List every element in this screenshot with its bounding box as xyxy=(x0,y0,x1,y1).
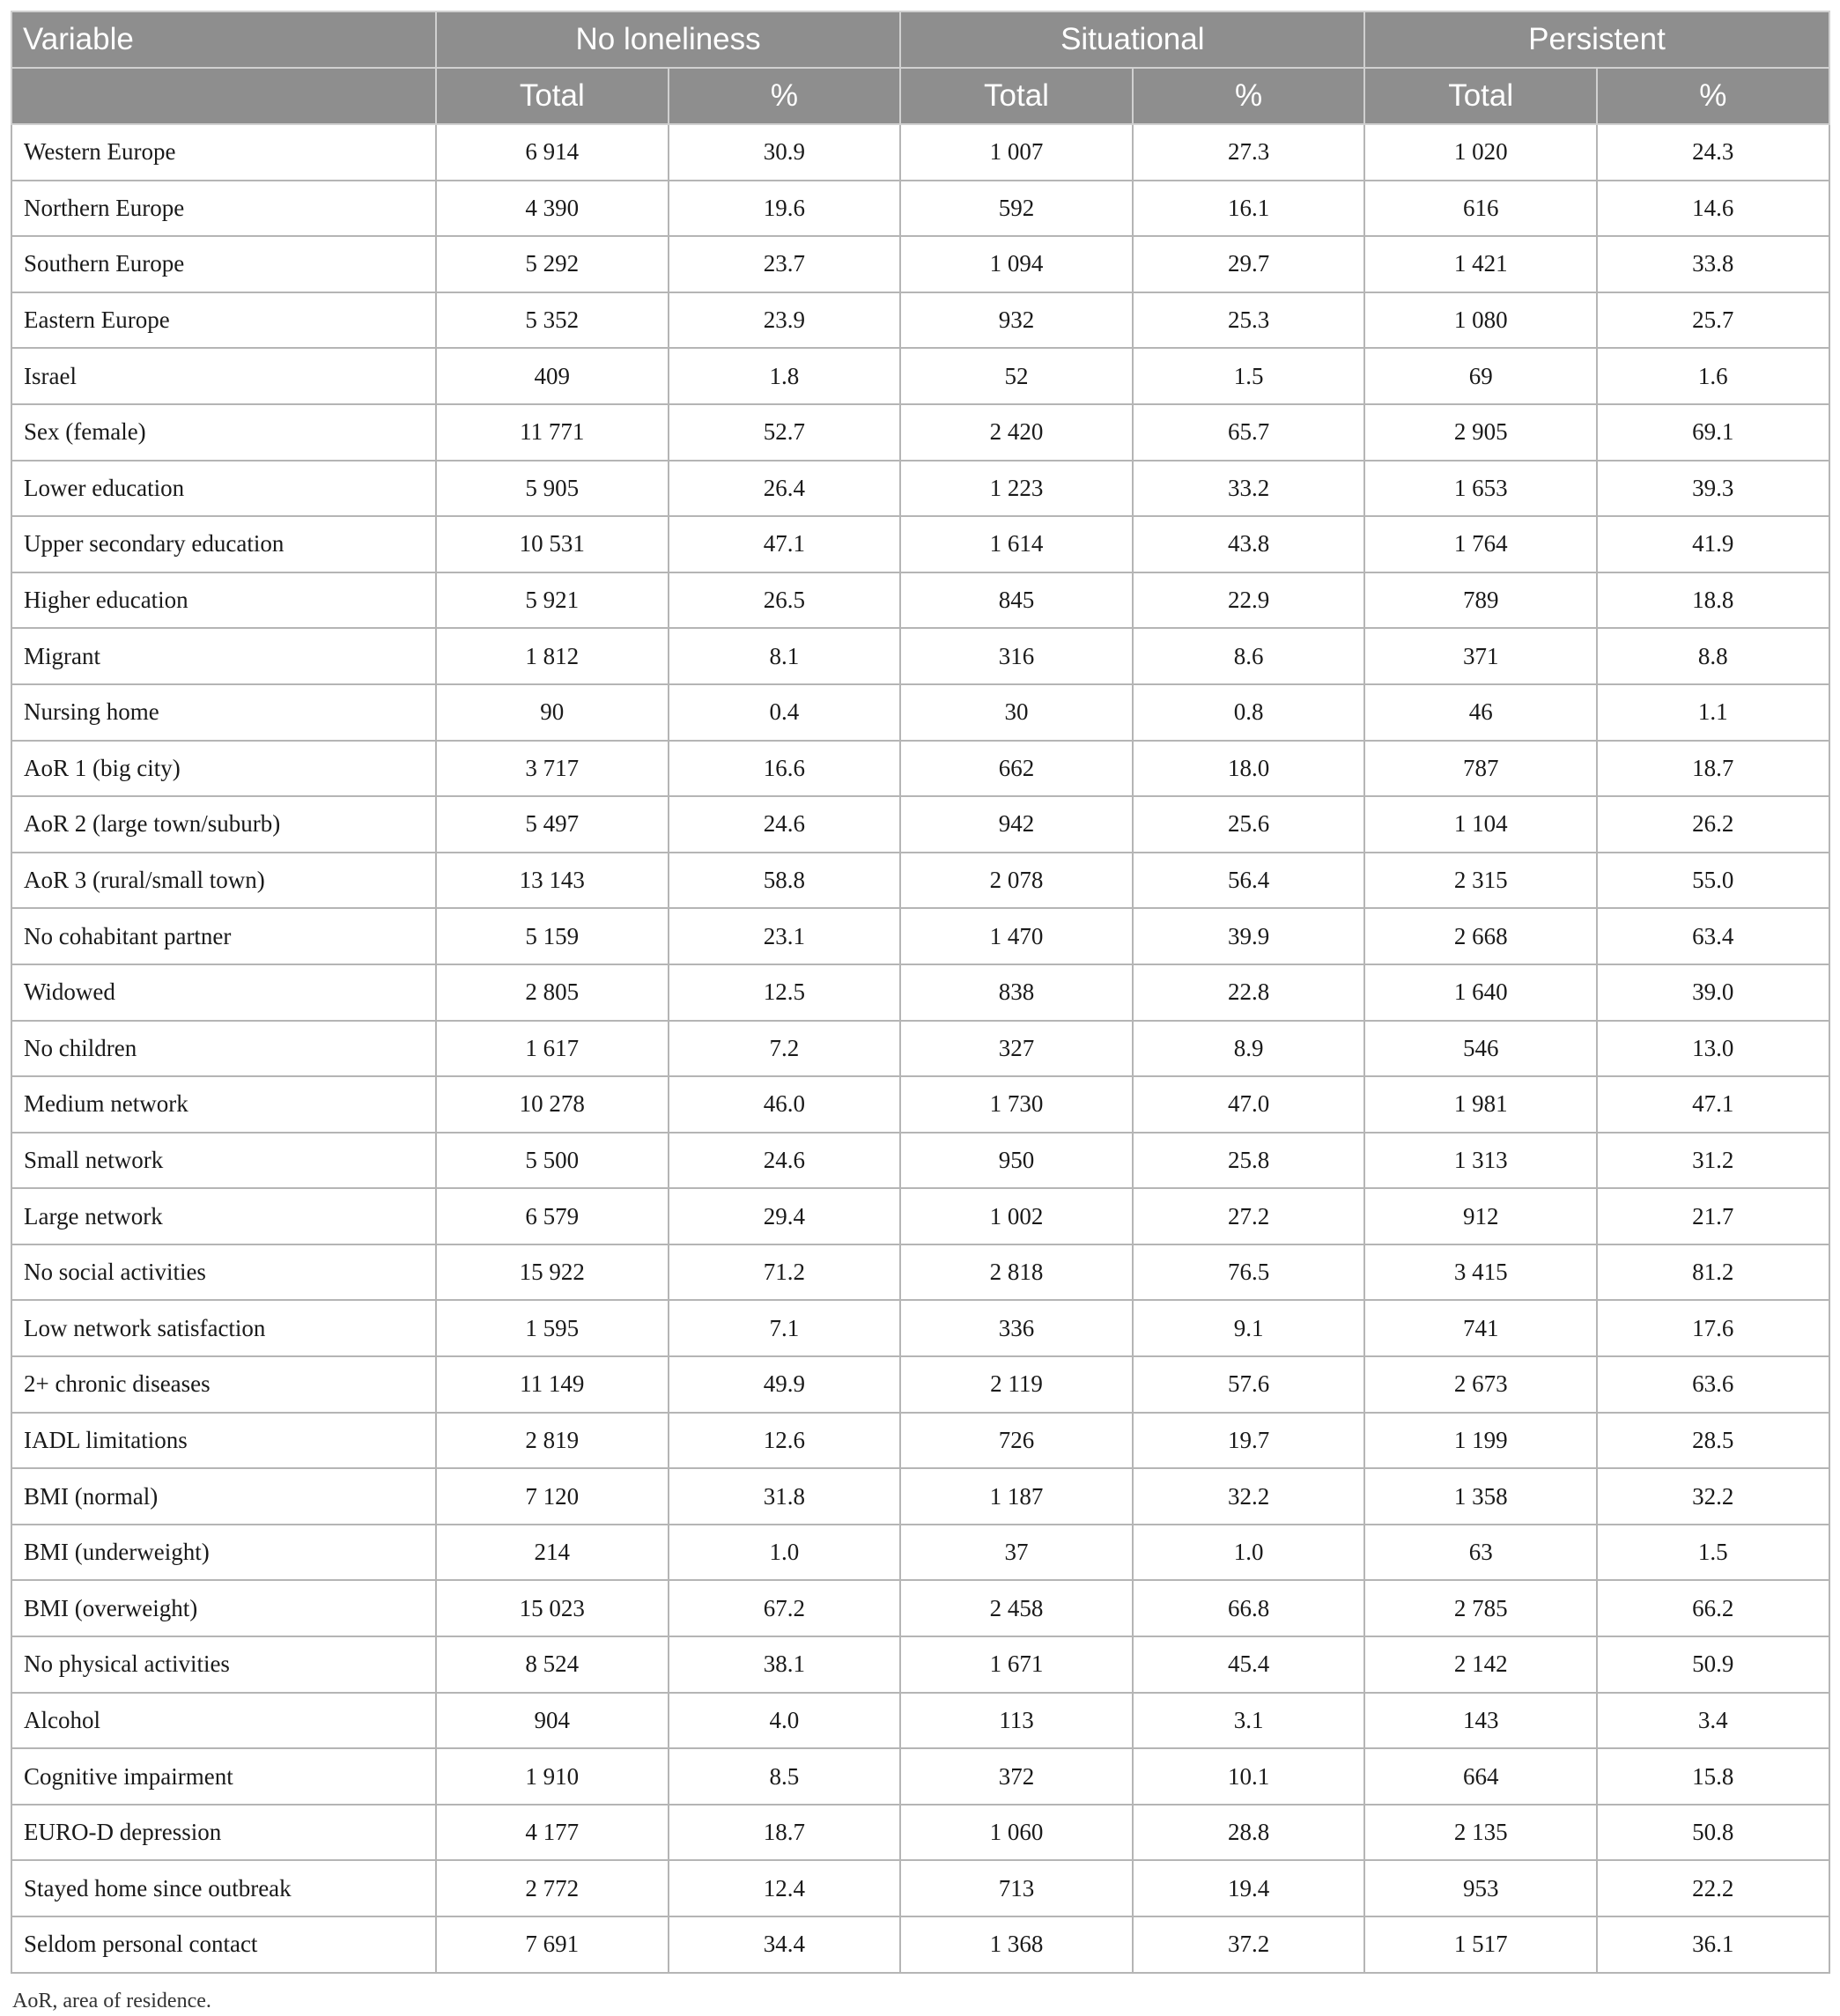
table-row xyxy=(11,628,1829,684)
variable-cell: No physical activities xyxy=(11,1636,436,1693)
table-row xyxy=(11,1356,1829,1413)
percent-cell: 43.8 xyxy=(1133,516,1365,572)
percent-cell: 13.0 xyxy=(1597,1021,1829,1077)
percent-cell: 71.2 xyxy=(669,1244,901,1301)
total-cell: 953 xyxy=(1364,1860,1597,1916)
percent-cell: 24.6 xyxy=(669,1133,901,1189)
percent-cell: 8.6 xyxy=(1133,628,1365,684)
sub-header-total: Total xyxy=(1364,68,1597,124)
percent-cell: 12.4 xyxy=(669,1860,901,1916)
total-cell: 1 910 xyxy=(436,1748,669,1805)
variable-cell: Low network satisfaction xyxy=(11,1300,436,1356)
total-cell: 664 xyxy=(1364,1748,1597,1805)
total-cell: 1 223 xyxy=(900,461,1133,517)
percent-cell: 0.4 xyxy=(669,684,901,741)
percent-cell: 1.0 xyxy=(1133,1525,1365,1581)
variable-cell: Nursing home xyxy=(11,684,436,741)
table-row xyxy=(11,741,1829,797)
variable-cell: AoR 3 (rural/small town) xyxy=(11,853,436,909)
percent-cell: 24.6 xyxy=(669,796,901,853)
percent-cell: 7.1 xyxy=(669,1300,901,1356)
total-cell: 2 315 xyxy=(1364,853,1597,909)
percent-cell: 65.7 xyxy=(1133,404,1365,461)
total-cell: 143 xyxy=(1364,1693,1597,1749)
total-cell: 5 921 xyxy=(436,572,669,629)
percent-cell: 57.6 xyxy=(1133,1356,1365,1413)
percent-cell: 28.8 xyxy=(1133,1805,1365,1861)
total-cell: 1 187 xyxy=(900,1468,1133,1525)
total-cell: 1 080 xyxy=(1364,292,1597,349)
table-row xyxy=(11,1580,1829,1636)
table-footnote: AoR, area of residence. xyxy=(12,1989,211,2012)
table-row xyxy=(11,1636,1829,1693)
table-row xyxy=(11,1021,1829,1077)
total-cell: 4 390 xyxy=(436,181,669,237)
total-cell: 316 xyxy=(900,628,1133,684)
variable-cell: 2+ chronic diseases xyxy=(11,1356,436,1413)
total-cell: 5 497 xyxy=(436,796,669,853)
percent-cell: 34.4 xyxy=(669,1916,901,1973)
table-row xyxy=(11,853,1829,909)
percent-cell: 55.0 xyxy=(1597,853,1829,909)
total-cell: 932 xyxy=(900,292,1133,349)
total-cell: 942 xyxy=(900,796,1133,853)
total-cell: 3 415 xyxy=(1364,1244,1597,1301)
total-cell: 5 500 xyxy=(436,1133,669,1189)
total-cell: 69 xyxy=(1364,348,1597,404)
variable-cell: Cognitive impairment xyxy=(11,1748,436,1805)
variable-cell: Western Europe xyxy=(11,124,436,181)
total-cell: 2 819 xyxy=(436,1413,669,1469)
variable-cell: Lower education xyxy=(11,461,436,517)
total-cell: 37 xyxy=(900,1525,1133,1581)
total-cell: 8 524 xyxy=(436,1636,669,1693)
variable-cell: Higher education xyxy=(11,572,436,629)
total-cell: 1 007 xyxy=(900,124,1133,181)
variable-cell: Stayed home since outbreak xyxy=(11,1860,436,1916)
total-cell: 10 531 xyxy=(436,516,669,572)
total-cell: 113 xyxy=(900,1693,1133,1749)
percent-cell: 47.1 xyxy=(669,516,901,572)
total-cell: 713 xyxy=(900,1860,1133,1916)
total-cell: 2 805 xyxy=(436,964,669,1021)
total-cell: 90 xyxy=(436,684,669,741)
percent-cell: 8.1 xyxy=(669,628,901,684)
header-situational: Situational xyxy=(900,11,1364,68)
table-row xyxy=(11,1076,1829,1133)
percent-cell: 18.0 xyxy=(1133,741,1365,797)
total-cell: 1 617 xyxy=(436,1021,669,1077)
total-cell: 409 xyxy=(436,348,669,404)
total-cell: 5 159 xyxy=(436,908,669,964)
total-cell: 1 595 xyxy=(436,1300,669,1356)
total-cell: 2 142 xyxy=(1364,1636,1597,1693)
variable-cell: Northern Europe xyxy=(11,181,436,237)
table-row xyxy=(11,1133,1829,1189)
total-cell: 726 xyxy=(900,1413,1133,1469)
table-row xyxy=(11,1244,1829,1301)
table-body xyxy=(11,124,1829,1973)
total-cell: 4 177 xyxy=(436,1805,669,1861)
header-no-loneliness: No loneliness xyxy=(436,11,900,68)
total-cell: 2 785 xyxy=(1364,1580,1597,1636)
data-table xyxy=(11,11,1830,1974)
total-cell: 1 981 xyxy=(1364,1076,1597,1133)
percent-cell: 22.2 xyxy=(1597,1860,1829,1916)
total-cell: 1 002 xyxy=(900,1188,1133,1244)
percent-cell: 50.9 xyxy=(1597,1636,1829,1693)
variable-cell: Eastern Europe xyxy=(11,292,436,349)
variable-cell: No cohabitant partner xyxy=(11,908,436,964)
total-cell: 5 292 xyxy=(436,236,669,292)
table-row xyxy=(11,236,1829,292)
percent-cell: 14.6 xyxy=(1597,181,1829,237)
percent-cell: 38.1 xyxy=(669,1636,901,1693)
percent-cell: 8.9 xyxy=(1133,1021,1365,1077)
header-variable: Variable xyxy=(11,11,436,68)
percent-cell: 66.2 xyxy=(1597,1580,1829,1636)
total-cell: 1 517 xyxy=(1364,1916,1597,1973)
variable-cell: EURO-D depression xyxy=(11,1805,436,1861)
percent-cell: 25.3 xyxy=(1133,292,1365,349)
percent-cell: 33.8 xyxy=(1597,236,1829,292)
percent-cell: 18.8 xyxy=(1597,572,1829,629)
total-cell: 372 xyxy=(900,1748,1133,1805)
total-cell: 2 905 xyxy=(1364,404,1597,461)
percent-cell: 76.5 xyxy=(1133,1244,1365,1301)
total-cell: 11 149 xyxy=(436,1356,669,1413)
percent-cell: 39.9 xyxy=(1133,908,1365,964)
percent-cell: 63.6 xyxy=(1597,1356,1829,1413)
total-cell: 787 xyxy=(1364,741,1597,797)
percent-cell: 12.6 xyxy=(669,1413,901,1469)
percent-cell: 29.7 xyxy=(1133,236,1365,292)
variable-cell: Israel xyxy=(11,348,436,404)
percent-cell: 15.8 xyxy=(1597,1748,1829,1805)
total-cell: 1 470 xyxy=(900,908,1133,964)
total-cell: 1 640 xyxy=(1364,964,1597,1021)
percent-cell: 16.1 xyxy=(1133,181,1365,237)
percent-cell: 0.8 xyxy=(1133,684,1365,741)
variable-cell: Medium network xyxy=(11,1076,436,1133)
total-cell: 1 614 xyxy=(900,516,1133,572)
total-cell: 1 358 xyxy=(1364,1468,1597,1525)
percent-cell: 1.5 xyxy=(1597,1525,1829,1581)
total-cell: 5 905 xyxy=(436,461,669,517)
total-cell: 950 xyxy=(900,1133,1133,1189)
total-cell: 2 772 xyxy=(436,1860,669,1916)
percent-cell: 47.0 xyxy=(1133,1076,1365,1133)
total-cell: 838 xyxy=(900,964,1133,1021)
total-cell: 845 xyxy=(900,572,1133,629)
percent-cell: 18.7 xyxy=(669,1805,901,1861)
table-row xyxy=(11,1748,1829,1805)
variable-cell: Upper secondary education xyxy=(11,516,436,572)
table-row xyxy=(11,516,1829,572)
percent-cell: 25.6 xyxy=(1133,796,1365,853)
variable-cell: BMI (normal) xyxy=(11,1468,436,1525)
total-cell: 616 xyxy=(1364,181,1597,237)
sub-header-empty xyxy=(11,68,436,124)
table-row xyxy=(11,684,1829,741)
percent-cell: 32.2 xyxy=(1597,1468,1829,1525)
percent-cell: 3.1 xyxy=(1133,1693,1365,1749)
percent-cell: 1.1 xyxy=(1597,684,1829,741)
total-cell: 546 xyxy=(1364,1021,1597,1077)
percent-cell: 23.7 xyxy=(669,236,901,292)
total-cell: 1 199 xyxy=(1364,1413,1597,1469)
percent-cell: 25.8 xyxy=(1133,1133,1365,1189)
table-row xyxy=(11,461,1829,517)
percent-cell: 32.2 xyxy=(1133,1468,1365,1525)
variable-cell: AoR 1 (big city) xyxy=(11,741,436,797)
total-cell: 15 023 xyxy=(436,1580,669,1636)
sub-header-row xyxy=(11,68,1829,124)
percent-cell: 19.4 xyxy=(1133,1860,1365,1916)
percent-cell: 46.0 xyxy=(669,1076,901,1133)
total-cell: 2 673 xyxy=(1364,1356,1597,1413)
percent-cell: 33.2 xyxy=(1133,461,1365,517)
total-cell: 1 653 xyxy=(1364,461,1597,517)
percent-cell: 63.4 xyxy=(1597,908,1829,964)
total-cell: 2 668 xyxy=(1364,908,1597,964)
table-row xyxy=(11,572,1829,629)
total-cell: 1 020 xyxy=(1364,124,1597,181)
total-cell: 30 xyxy=(900,684,1133,741)
percent-cell: 18.7 xyxy=(1597,741,1829,797)
total-cell: 592 xyxy=(900,181,1133,237)
percent-cell: 9.1 xyxy=(1133,1300,1365,1356)
table-row xyxy=(11,1300,1829,1356)
percent-cell: 41.9 xyxy=(1597,516,1829,572)
percent-cell: 39.3 xyxy=(1597,461,1829,517)
total-cell: 1 764 xyxy=(1364,516,1597,572)
total-cell: 52 xyxy=(900,348,1133,404)
percent-cell: 17.6 xyxy=(1597,1300,1829,1356)
sub-header-percent: % xyxy=(669,68,901,124)
total-cell: 2 135 xyxy=(1364,1805,1597,1861)
percent-cell: 36.1 xyxy=(1597,1916,1829,1973)
percent-cell: 58.8 xyxy=(669,853,901,909)
total-cell: 1 313 xyxy=(1364,1133,1597,1189)
table-row xyxy=(11,964,1829,1021)
total-cell: 2 420 xyxy=(900,404,1133,461)
total-cell: 327 xyxy=(900,1021,1133,1077)
table-row xyxy=(11,1693,1829,1749)
variable-cell: Alcohol xyxy=(11,1693,436,1749)
percent-cell: 56.4 xyxy=(1133,853,1365,909)
percent-cell: 21.7 xyxy=(1597,1188,1829,1244)
percent-cell: 1.8 xyxy=(669,348,901,404)
sub-header-percent: % xyxy=(1597,68,1829,124)
percent-cell: 49.9 xyxy=(669,1356,901,1413)
percent-cell: 3.4 xyxy=(1597,1693,1829,1749)
percent-cell: 27.2 xyxy=(1133,1188,1365,1244)
table-row xyxy=(11,1413,1829,1469)
percent-cell: 69.1 xyxy=(1597,404,1829,461)
variable-cell: BMI (underweight) xyxy=(11,1525,436,1581)
percent-cell: 4.0 xyxy=(669,1693,901,1749)
percent-cell: 22.9 xyxy=(1133,572,1365,629)
percent-cell: 22.8 xyxy=(1133,964,1365,1021)
total-cell: 7 691 xyxy=(436,1916,669,1973)
percent-cell: 26.5 xyxy=(669,572,901,629)
percent-cell: 39.0 xyxy=(1597,964,1829,1021)
total-cell: 662 xyxy=(900,741,1133,797)
percent-cell: 23.1 xyxy=(669,908,901,964)
percent-cell: 47.1 xyxy=(1597,1076,1829,1133)
total-cell: 10 278 xyxy=(436,1076,669,1133)
variable-cell: IADL limitations xyxy=(11,1413,436,1469)
percent-cell: 31.8 xyxy=(669,1468,901,1525)
variable-cell: BMI (overweight) xyxy=(11,1580,436,1636)
percent-cell: 27.3 xyxy=(1133,124,1365,181)
total-cell: 741 xyxy=(1364,1300,1597,1356)
total-cell: 1 730 xyxy=(900,1076,1133,1133)
sub-header-total: Total xyxy=(436,68,669,124)
table-row xyxy=(11,124,1829,181)
total-cell: 7 120 xyxy=(436,1468,669,1525)
total-cell: 13 143 xyxy=(436,853,669,909)
table-row xyxy=(11,292,1829,349)
percent-cell: 12.5 xyxy=(669,964,901,1021)
total-cell: 789 xyxy=(1364,572,1597,629)
total-cell: 912 xyxy=(1364,1188,1597,1244)
percent-cell: 37.2 xyxy=(1133,1916,1365,1973)
table-header xyxy=(11,11,1829,124)
percent-cell: 29.4 xyxy=(669,1188,901,1244)
percent-cell: 24.3 xyxy=(1597,124,1829,181)
percent-cell: 7.2 xyxy=(669,1021,901,1077)
table-row xyxy=(11,1805,1829,1861)
total-cell: 6 579 xyxy=(436,1188,669,1244)
percent-cell: 28.5 xyxy=(1597,1413,1829,1469)
percent-cell: 1.6 xyxy=(1597,348,1829,404)
total-cell: 1 421 xyxy=(1364,236,1597,292)
table-row xyxy=(11,348,1829,404)
table-row xyxy=(11,1468,1829,1525)
total-cell: 1 104 xyxy=(1364,796,1597,853)
total-cell: 1 094 xyxy=(900,236,1133,292)
percent-cell: 16.6 xyxy=(669,741,901,797)
total-cell: 5 352 xyxy=(436,292,669,349)
table-row xyxy=(11,1188,1829,1244)
total-cell: 6 914 xyxy=(436,124,669,181)
total-cell: 11 771 xyxy=(436,404,669,461)
total-cell: 2 458 xyxy=(900,1580,1133,1636)
percent-cell: 26.4 xyxy=(669,461,901,517)
total-cell: 1 060 xyxy=(900,1805,1133,1861)
variable-cell: Widowed xyxy=(11,964,436,1021)
total-cell: 15 922 xyxy=(436,1244,669,1301)
percent-cell: 31.2 xyxy=(1597,1133,1829,1189)
total-cell: 2 078 xyxy=(900,853,1133,909)
sub-header-percent: % xyxy=(1133,68,1365,124)
table-row xyxy=(11,1525,1829,1581)
percent-cell: 8.5 xyxy=(669,1748,901,1805)
percent-cell: 23.9 xyxy=(669,292,901,349)
percent-cell: 45.4 xyxy=(1133,1636,1365,1693)
variable-cell: Southern Europe xyxy=(11,236,436,292)
variable-cell: No children xyxy=(11,1021,436,1077)
variable-cell: No social activities xyxy=(11,1244,436,1301)
total-cell: 336 xyxy=(900,1300,1133,1356)
total-cell: 2 818 xyxy=(900,1244,1133,1301)
variable-cell: Sex (female) xyxy=(11,404,436,461)
table-row xyxy=(11,908,1829,964)
total-cell: 214 xyxy=(436,1525,669,1581)
table-row xyxy=(11,404,1829,461)
percent-cell: 26.2 xyxy=(1597,796,1829,853)
percent-cell: 25.7 xyxy=(1597,292,1829,349)
total-cell: 63 xyxy=(1364,1525,1597,1581)
variable-cell: AoR 2 (large town/suburb) xyxy=(11,796,436,853)
variable-cell: Small network xyxy=(11,1133,436,1189)
sub-header-total: Total xyxy=(900,68,1133,124)
variable-cell: Large network xyxy=(11,1188,436,1244)
group-header-row xyxy=(11,11,1829,68)
percent-cell: 81.2 xyxy=(1597,1244,1829,1301)
header-persistent: Persistent xyxy=(1364,11,1829,68)
variable-cell: Seldom personal contact xyxy=(11,1916,436,1973)
percent-cell: 8.8 xyxy=(1597,628,1829,684)
percent-cell: 67.2 xyxy=(669,1580,901,1636)
total-cell: 904 xyxy=(436,1693,669,1749)
table-row xyxy=(11,796,1829,853)
document-page xyxy=(11,11,1829,2013)
total-cell: 1 368 xyxy=(900,1916,1133,1973)
total-cell: 46 xyxy=(1364,684,1597,741)
total-cell: 3 717 xyxy=(436,741,669,797)
total-cell: 1 812 xyxy=(436,628,669,684)
table-row xyxy=(11,1916,1829,1973)
percent-cell: 52.7 xyxy=(669,404,901,461)
table-row xyxy=(11,181,1829,237)
percent-cell: 1.0 xyxy=(669,1525,901,1581)
total-cell: 1 671 xyxy=(900,1636,1133,1693)
percent-cell: 19.6 xyxy=(669,181,901,237)
variable-cell: Migrant xyxy=(11,628,436,684)
percent-cell: 1.5 xyxy=(1133,348,1365,404)
percent-cell: 19.7 xyxy=(1133,1413,1365,1469)
percent-cell: 10.1 xyxy=(1133,1748,1365,1805)
total-cell: 371 xyxy=(1364,628,1597,684)
percent-cell: 50.8 xyxy=(1597,1805,1829,1861)
total-cell: 2 119 xyxy=(900,1356,1133,1413)
table-row xyxy=(11,1860,1829,1916)
percent-cell: 66.8 xyxy=(1133,1580,1365,1636)
percent-cell: 30.9 xyxy=(669,124,901,181)
